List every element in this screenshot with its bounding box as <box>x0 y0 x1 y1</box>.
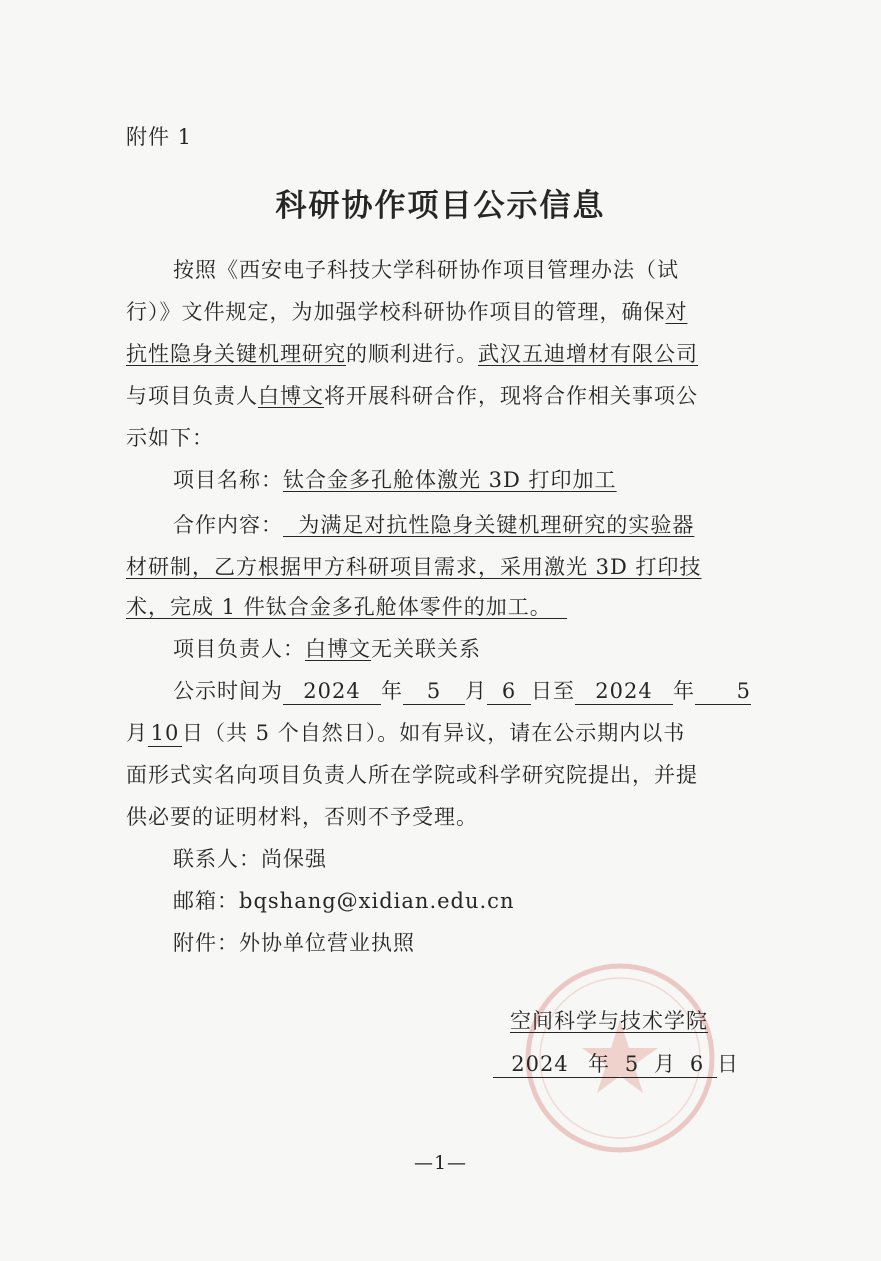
cooperation-line-3 <box>126 592 567 622</box>
attachment-row-label: 附件： <box>173 931 239 955</box>
start-year: 2024 <box>283 678 381 705</box>
email-label: 邮箱： <box>173 889 239 913</box>
email-value: bqshang@xidian.edu.cn <box>239 889 515 913</box>
intro-text: 行）》文件规定，为加强学校科研协作项目的管理，确保 <box>126 300 666 324</box>
page-number: —1— <box>413 1152 468 1174</box>
intro-line-2 <box>126 297 688 327</box>
cooperation-label: 合作内容： <box>173 513 283 537</box>
day-char: 日 <box>717 1052 739 1076</box>
period-line-1 <box>173 676 751 706</box>
period-line-2 <box>126 718 685 748</box>
cooperation-text: 材研制，乙方根据甲方科研项目需求，采用激光 3D 打印技 <box>126 555 702 579</box>
intro-text: 与项目负责人 <box>126 384 258 408</box>
period-line-4: 供必要的证明材料，否则不予受理。 <box>126 805 478 829</box>
intro-line-5: 示如下： <box>126 426 214 450</box>
start-day: 6 <box>487 678 531 705</box>
month-char: 月 <box>126 721 148 745</box>
document-title: 科研协作项目公示信息 <box>275 188 606 224</box>
end-month: 5 <box>695 678 751 705</box>
leader-name: 白博文 <box>305 637 371 661</box>
cooperation-line-2 <box>126 552 702 582</box>
intro-line-3 <box>126 339 698 369</box>
period-line-3: 面形式实名向项目负责人所在学院或科学研究院提出，并提 <box>126 763 698 787</box>
project-topic: 对 <box>665 300 688 324</box>
period-prefix: 公示时间为 <box>173 679 283 703</box>
intro-line-4 <box>126 381 698 411</box>
email-row <box>173 886 514 916</box>
day-to-text: 日至 <box>531 679 575 703</box>
cooperation-text: 术，完成 1 件钛合金多孔舱体零件的加工。 <box>126 595 568 619</box>
leader-row <box>173 634 481 664</box>
year-char: 年 <box>673 679 695 703</box>
project-topic: 抗性隐身关键机理研究 <box>126 342 346 366</box>
attachment-label: 附件 1 <box>126 125 193 149</box>
month-char: 月 <box>465 679 487 703</box>
project-name-value: 钛合金多孔舱体激光 3D 打印加工 <box>283 468 617 492</box>
year-char: 年 <box>381 679 403 703</box>
intro-line-1: 按照《西安电子科技大学科研协作项目管理办法（试 <box>173 258 679 282</box>
contact-label: 联系人： <box>173 847 261 871</box>
year-char: 年 <box>588 1052 610 1076</box>
sign-month: 5 <box>611 1051 653 1078</box>
period-text: 日（共 5 个自然日）。如有异议，请在公示期内以书 <box>182 721 686 745</box>
month-char: 月 <box>654 1052 676 1076</box>
project-name-row <box>173 465 617 495</box>
contact-value: 尚保强 <box>261 847 327 871</box>
attachment-row <box>173 928 415 958</box>
cooperation-text: 为满足对抗性隐身关键机理研究的实验器 <box>283 513 695 537</box>
end-day: 10 <box>148 720 182 747</box>
sign-day: 6 <box>677 1051 717 1078</box>
start-month: 5 <box>403 678 465 705</box>
signing-organization <box>510 1006 708 1036</box>
leader-label: 项目负责人： <box>173 637 305 661</box>
sign-year: 2024 <box>493 1051 587 1078</box>
project-name-label: 项目名称： <box>173 468 283 492</box>
contact-row <box>173 844 327 874</box>
org-name: 空间科学与技术学院 <box>510 1009 708 1033</box>
cooperation-line-1 <box>173 510 694 540</box>
company-name: 武汉五迪增材有限公司 <box>478 342 698 366</box>
leader-relation: 无关联关系 <box>371 637 481 661</box>
leader-name: 白博文 <box>258 384 324 408</box>
attachment-row-value: 外协单位营业执照 <box>239 931 415 955</box>
signature-date <box>493 1049 739 1079</box>
intro-text: 的顺利进行。 <box>346 342 478 366</box>
intro-text: 将开展科研合作，现将合作相关事项公 <box>324 384 698 408</box>
end-year: 2024 <box>575 678 673 705</box>
